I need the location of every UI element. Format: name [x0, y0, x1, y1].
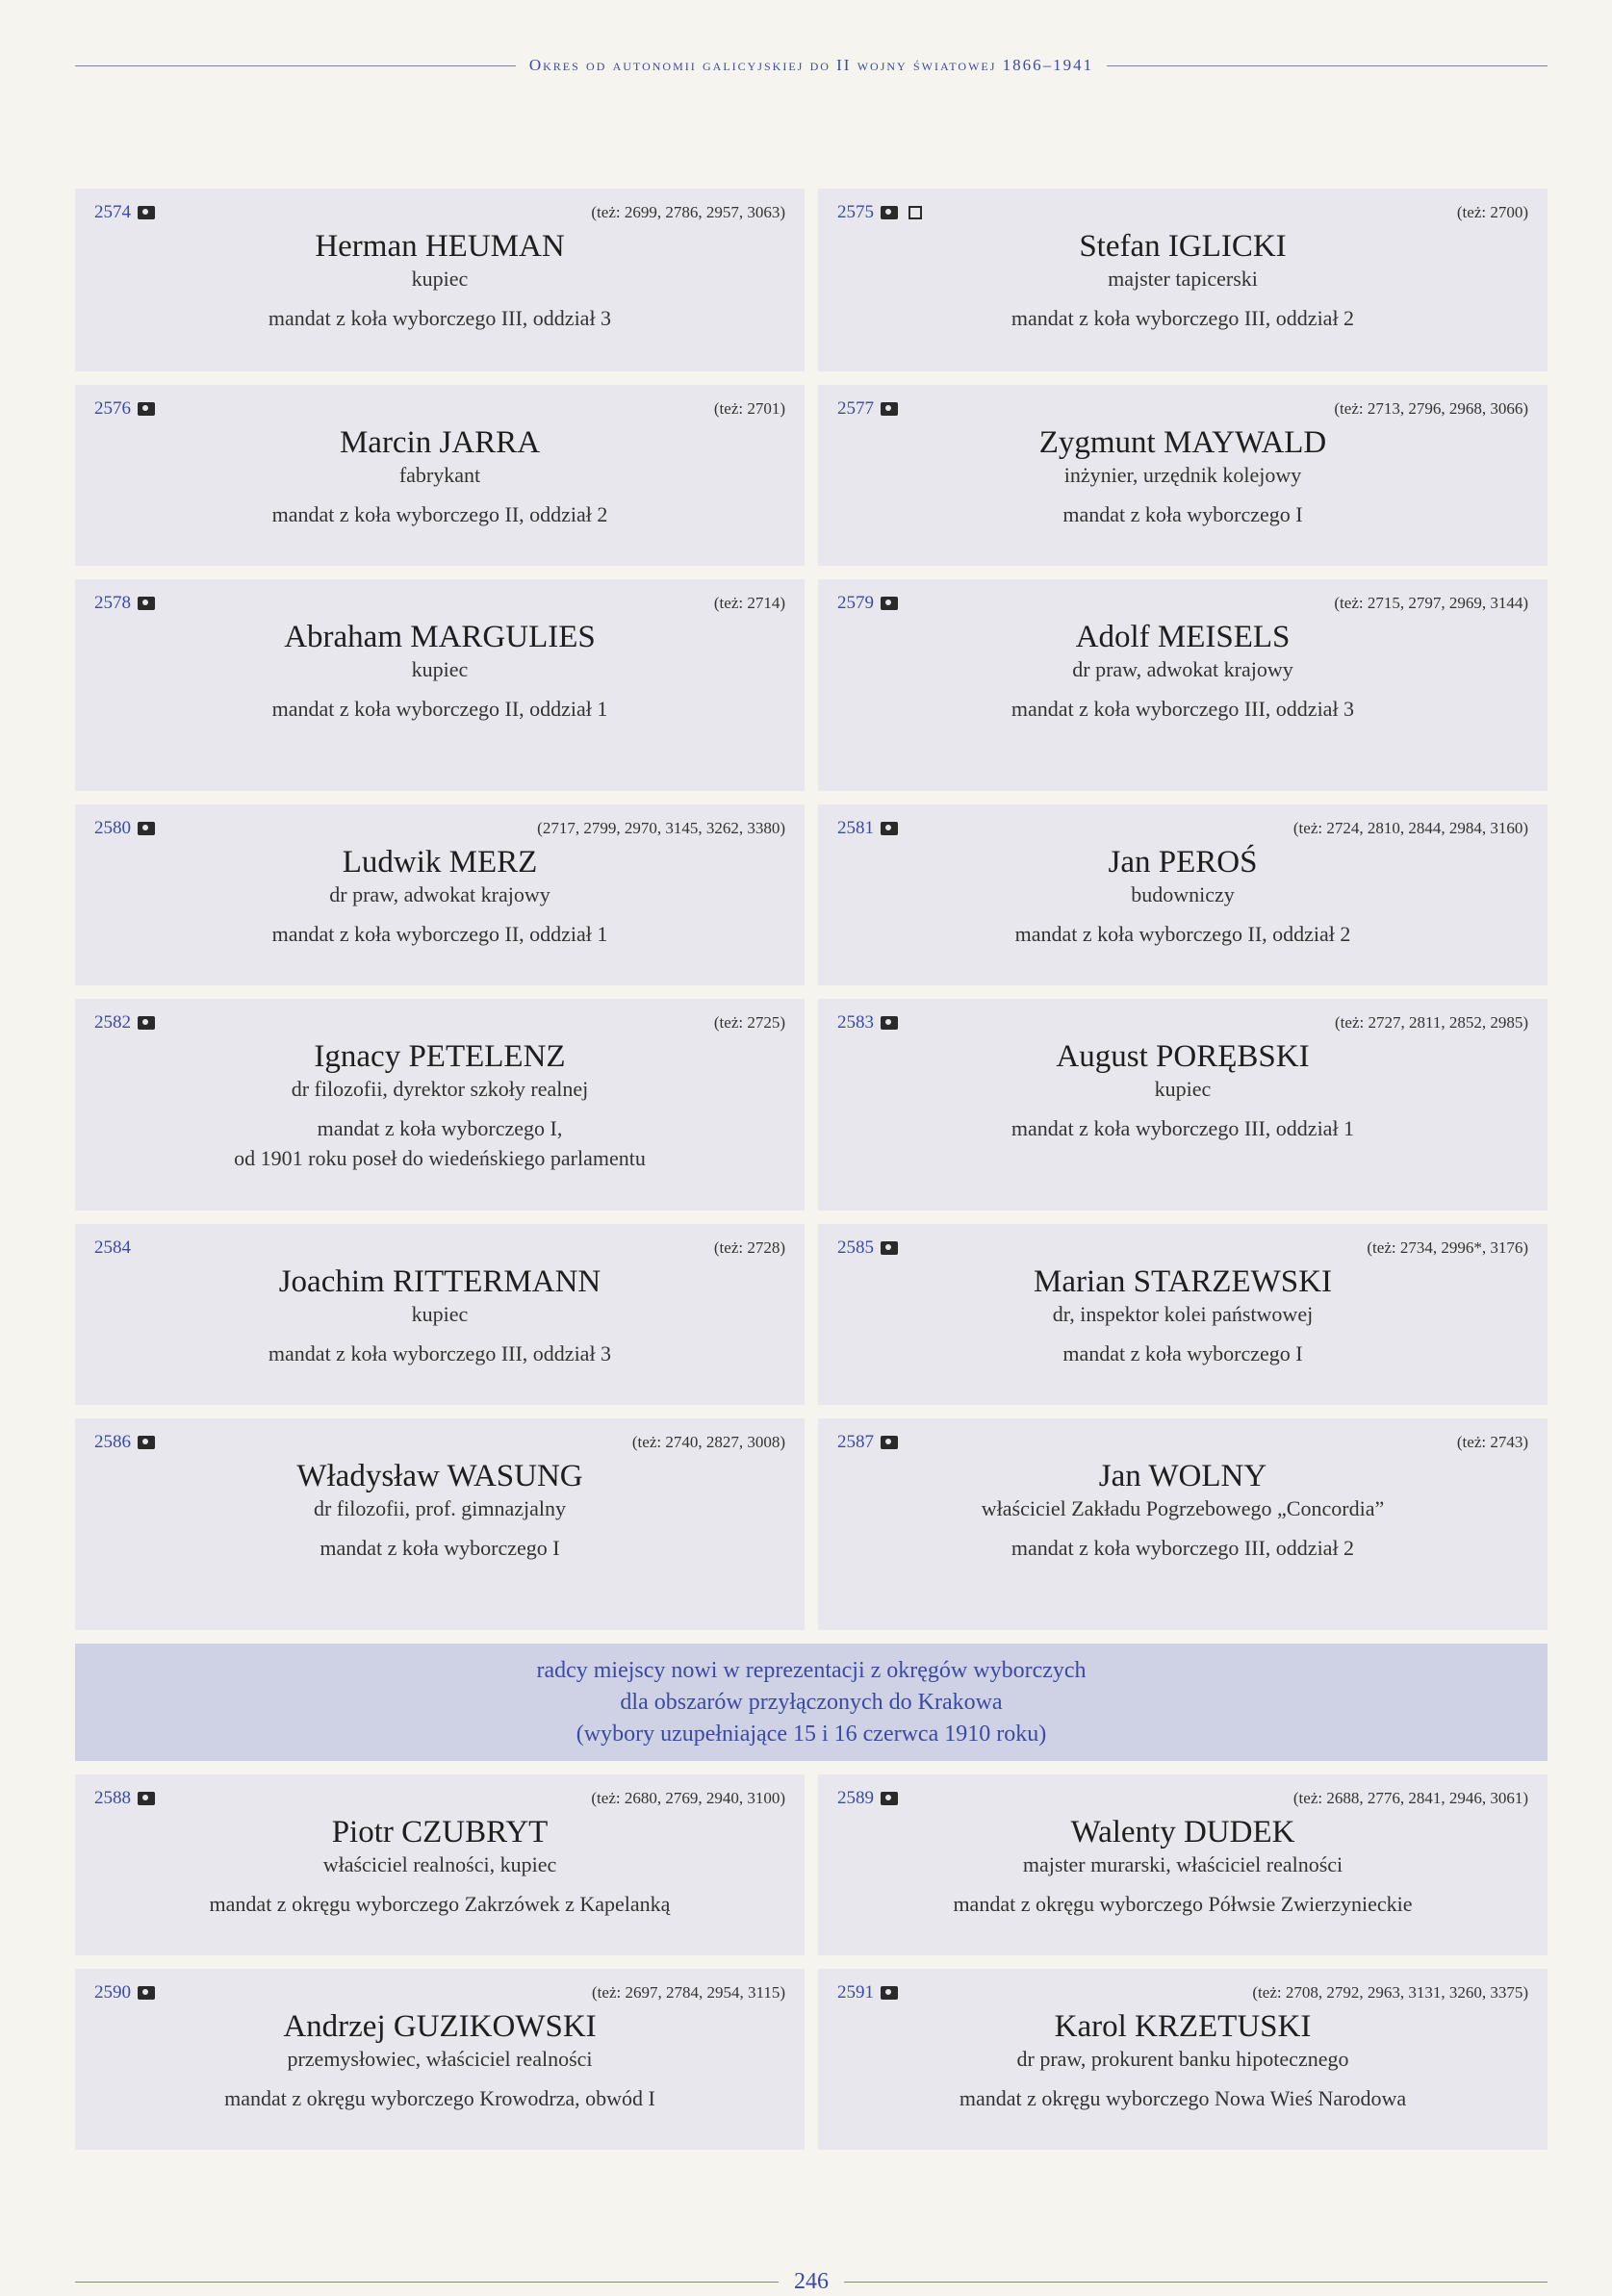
entry-card: [818, 1418, 1548, 1630]
entry-row: [75, 1969, 1548, 2150]
entry-card: [75, 804, 805, 985]
section-banner-line: radcy miejscy nowi w reprezentacji z okręgów wyborczych: [536, 1657, 1087, 1683]
entry-number: [837, 1012, 898, 1033]
page-number: 246: [794, 2268, 829, 2294]
entry-crossref: (też: 2714): [713, 594, 785, 612]
entry-crossref: (też: 2740, 2827, 3008): [631, 1433, 785, 1451]
entry-name: Joachim RITTERMANN: [278, 1264, 601, 1299]
entry-profession: kupiec: [411, 267, 469, 291]
entry-topline: [837, 1788, 1528, 1809]
entry-number-text: 2585: [837, 1237, 874, 1258]
entry-crossref: (też: 2699, 2786, 2957, 3063): [591, 203, 785, 221]
entry-number: [837, 593, 898, 614]
entry-number: [94, 818, 155, 839]
entry-row: [75, 385, 1548, 566]
entry-crossref: (też: 2697, 2784, 2954, 3115): [592, 1983, 785, 2002]
entry-mandate-line: mandat z koła wyborczego III, oddział 3: [1011, 697, 1355, 721]
entry-number-text: 2591: [837, 1982, 874, 2003]
entry-profession: majster murarski, właściciel realności: [1022, 1852, 1343, 1876]
entry-name: Adolf MEISELS: [1075, 620, 1291, 654]
entry-mandate-line: mandat z koła wyborczego III, oddział 1: [1011, 1116, 1355, 1140]
entry-profession: majster tapicerski: [1108, 267, 1258, 291]
entry-row: [75, 189, 1548, 371]
entry-profession: kupiec: [411, 1302, 469, 1326]
entry-number: [837, 202, 922, 223]
camera-icon: [881, 1016, 898, 1030]
entry-profession: dr filozofii, prof. gimnazjalny: [313, 1496, 567, 1520]
entry-mandate-line: mandat z koła wyborczego III, oddział 3: [268, 306, 612, 330]
entry-number-text: 2583: [837, 1012, 874, 1033]
entry-crossref: (też: 2713, 2796, 2968, 3066): [1334, 399, 1528, 418]
entry-number: [94, 593, 155, 614]
entry-mandate-line: mandat z koła wyborczego I,: [317, 1116, 563, 1140]
entry-mandate-line: mandat z koła wyborczego I: [320, 1536, 560, 1560]
entry-mandate: [94, 919, 785, 949]
camera-icon: [881, 1792, 898, 1805]
entry-topline: [94, 1982, 785, 2003]
entry-number-text: 2574: [94, 202, 131, 222]
entry-topline: [94, 818, 785, 839]
entry-crossref: (też: 2680, 2769, 2940, 3100): [591, 1789, 785, 1807]
entry-mandate: [837, 694, 1528, 724]
camera-icon: [881, 206, 898, 219]
entry-card: [818, 1224, 1548, 1405]
entry-topline: [94, 1237, 785, 1259]
entry-name: Ludwik MERZ: [342, 845, 538, 880]
entry-mandate: [94, 1339, 785, 1368]
entry-number-text: 2581: [837, 818, 874, 838]
entry-number-text: 2590: [94, 1982, 131, 2003]
camera-icon: [138, 206, 155, 219]
entry-card: [75, 385, 805, 566]
entry-number-text: 2576: [94, 398, 131, 419]
entry-profession: właściciel Zakładu Pogrzebowego „Concordia”: [981, 1496, 1385, 1520]
entry-card: [75, 579, 805, 791]
entry-topline: [94, 398, 785, 420]
camera-icon: [138, 1016, 155, 1030]
camera-icon: [138, 822, 155, 835]
entry-number: [94, 398, 155, 420]
entry-topline: [837, 1432, 1528, 1453]
entry-row: [75, 1418, 1548, 1630]
entry-number: [94, 1012, 155, 1033]
entry-number-text: 2587: [837, 1432, 874, 1452]
entry-crossref: (też: 2700): [1456, 203, 1528, 221]
entry-topline: [94, 1788, 785, 1809]
footer-rule-right: [844, 2282, 1548, 2283]
header-rule-right: [1107, 65, 1548, 66]
entry-mandate: [94, 499, 785, 529]
entry-crossref: (też: 2743): [1456, 1433, 1528, 1451]
entry-card: [818, 999, 1548, 1211]
entry-name: Marian STARZEWSKI: [1034, 1264, 1332, 1299]
entry-number-text: 2575: [837, 202, 874, 222]
camera-icon: [881, 1436, 898, 1449]
entry-topline: [837, 398, 1528, 420]
entry-name: Piotr CZUBRYT: [331, 1815, 549, 1850]
entry-card: [818, 579, 1548, 791]
entry-profession: dr praw, prokurent banku hipotecznego: [1016, 2047, 1349, 2071]
entry-number: [837, 1432, 898, 1453]
entry-number-text: 2579: [837, 593, 874, 613]
entry-mandate-line: mandat z okręgu wyborczego Zakrzówek z Kapelanką: [209, 1892, 671, 1916]
entry-card: [75, 1774, 805, 1955]
entry-mandate: [94, 1889, 785, 1919]
entry-crossref: (też: 2725): [713, 1013, 785, 1032]
entry-topline: [837, 1237, 1528, 1259]
camera-icon: [138, 402, 155, 416]
entry-mandate-line: mandat z koła wyborczego I: [1062, 1341, 1303, 1365]
entry-topline: [837, 593, 1528, 614]
entry-number: [94, 1432, 155, 1453]
entry-profession: inżynier, urzędnik kolejowy: [1063, 463, 1302, 487]
entry-topline: [94, 202, 785, 223]
entry-crossref: (też: 2728): [713, 1238, 785, 1257]
entry-mandate-line: mandat z koła wyborczego II, oddział 1: [271, 922, 608, 946]
camera-icon: [881, 1241, 898, 1255]
camera-icon: [138, 597, 155, 610]
running-header: [75, 54, 1548, 77]
page-footer: [75, 2267, 1548, 2296]
entry-row: [75, 1774, 1548, 1955]
entry-card: [818, 1774, 1548, 1955]
entry-number: [94, 1237, 131, 1259]
entry-row: [75, 804, 1548, 985]
entry-card: [818, 1969, 1548, 2150]
entry-profession: dr praw, adwokat krajowy: [329, 882, 550, 906]
running-header-title: Okres od autonomii galicyjskiej do II wojny światowej 1866–1941: [528, 56, 1094, 74]
entry-name: Walenty DUDEK: [1070, 1815, 1295, 1850]
entry-card: [75, 1969, 805, 2150]
section-banner-line: dla obszarów przyłączonych do Krakowa: [620, 1689, 1003, 1715]
header-rule-left: [75, 65, 516, 66]
entry-name: Abraham MARGULIES: [284, 620, 596, 654]
entry-number: [94, 1788, 155, 1809]
entry-number-text: 2586: [94, 1432, 131, 1452]
entry-name: Karol KRZETUSKI: [1054, 2009, 1312, 2044]
entry-row: [75, 579, 1548, 791]
entry-mandate: [94, 1113, 785, 1173]
entry-card: [75, 999, 805, 1211]
entry-profession: dr praw, adwokat krajowy: [1072, 657, 1293, 681]
entry-mandate: [94, 303, 785, 333]
entry-topline: [837, 1012, 1528, 1033]
entry-number: [837, 1982, 898, 2003]
camera-icon: [138, 1436, 155, 1449]
entry-mandate-line: mandat z koła wyborczego I: [1062, 502, 1303, 526]
entry-mandate: [94, 694, 785, 724]
entry-mandate-line: mandat z okręgu wyborczego Krowodrza, obwód I: [224, 2086, 655, 2110]
entry-number: [94, 202, 155, 223]
entry-crossref: (2717, 2799, 2970, 3145, 3262, 3380): [537, 819, 785, 837]
entry-name: August PORĘBSKI: [1056, 1039, 1310, 1074]
entry-mandate-line: mandat z koła wyborczego II, oddział 2: [1014, 922, 1351, 946]
entry-card: [818, 189, 1548, 371]
entry-name: Ignacy PETELENZ: [314, 1039, 566, 1074]
entry-mandate-line: mandat z koła wyborczego III, oddział 2: [1011, 1536, 1355, 1560]
entry-crossref: (też: 2727, 2811, 2852, 2985): [1335, 1013, 1528, 1032]
entry-topline: [837, 818, 1528, 839]
entry-mandate: [94, 2083, 785, 2113]
entry-crossref: (też: 2708, 2792, 2963, 3131, 3260, 3375): [1252, 1983, 1528, 2002]
entry-mandate: [837, 1113, 1528, 1143]
camera-icon: [138, 1792, 155, 1805]
entry-mandate-line: mandat z koła wyborczego II, oddział 1: [271, 697, 608, 721]
entry-card: [75, 1418, 805, 1630]
entry-topline: [94, 593, 785, 614]
entry-number: [837, 1237, 898, 1259]
camera-icon: [881, 822, 898, 835]
councillor-grid: [75, 189, 1548, 2163]
entry-card: [818, 804, 1548, 985]
entry-mandate-line: od 1901 roku poseł do wiedeńskiego parlamentu: [234, 1146, 646, 1170]
entry-mandate-line: mandat z koła wyborczego III, oddział 3: [268, 1341, 612, 1365]
entry-mandate: [837, 303, 1528, 333]
entry-crossref: (też: 2734, 2996*, 3176): [1367, 1238, 1528, 1257]
entry-row: [75, 1224, 1548, 1405]
entry-name: Herman HEUMAN: [315, 229, 565, 264]
entry-profession: kupiec: [411, 657, 469, 681]
entry-card: [818, 385, 1548, 566]
entry-mandate: [837, 2083, 1528, 2113]
entry-crossref: (też: 2724, 2810, 2844, 2984, 3160): [1292, 819, 1528, 837]
camera-icon: [138, 1986, 155, 2000]
entry-profession: właściciel realności, kupiec: [322, 1852, 557, 1876]
entry-name: Andrzej GUZIKOWSKI: [283, 2009, 597, 2044]
entry-mandate: [837, 1533, 1528, 1563]
entry-name: Marcin JARRA: [339, 425, 541, 460]
entry-number-text: 2584: [94, 1237, 131, 1258]
entry-topline: [837, 202, 1528, 223]
camera-icon: [881, 597, 898, 610]
entry-number-text: 2589: [837, 1788, 874, 1808]
entry-mandate: [837, 1889, 1528, 1919]
entry-profession: przemysłowiec, właściciel realności: [287, 2047, 593, 2071]
entry-mandate-line: mandat z koła wyborczego III, oddział 2: [1011, 306, 1355, 330]
entry-row: [75, 999, 1548, 1211]
entry-name: Zygmunt MAYWALD: [1038, 425, 1327, 460]
entry-mandate: [837, 499, 1528, 529]
entry-mandate: [94, 1533, 785, 1563]
entry-name: Jan WOLNY: [1098, 1459, 1267, 1493]
entry-profession: dr, inspektor kolei państwowej: [1052, 1302, 1314, 1326]
entry-topline: [94, 1012, 785, 1033]
entry-name: Jan PEROŚ: [1108, 845, 1258, 880]
entry-card: [75, 1224, 805, 1405]
entry-number-text: 2580: [94, 818, 131, 838]
entry-topline: [94, 1432, 785, 1453]
entry-profession: dr filozofii, dyrektor szkoły realnej: [291, 1077, 589, 1101]
entry-mandate: [837, 1339, 1528, 1368]
entry-profession: fabrykant: [398, 463, 481, 487]
camera-icon: [881, 1986, 898, 2000]
entry-crossref: (też: 2701): [713, 399, 785, 418]
entry-name: Stefan IGLICKI: [1079, 229, 1287, 264]
entry-number: [94, 1982, 155, 2003]
entry-number-text: 2578: [94, 593, 131, 613]
entry-number-text: 2588: [94, 1788, 131, 1808]
entry-crossref: (też: 2715, 2797, 2969, 3144): [1334, 594, 1528, 612]
section-banner-line: (wybory uzupełniające 15 i 16 czerwca 1910 roku): [576, 1721, 1047, 1747]
entry-mandate-line: mandat z okręgu wyborczego Nowa Wieś Narodowa: [959, 2086, 1407, 2110]
entry-mandate: [837, 919, 1528, 949]
entry-topline: [837, 1982, 1528, 2003]
entry-number: [837, 1788, 898, 1809]
entry-profession: budowniczy: [1131, 882, 1235, 906]
entry-number-text: 2582: [94, 1012, 131, 1033]
entry-number: [837, 818, 898, 839]
entry-profession: kupiec: [1154, 1077, 1212, 1101]
empty-box-icon: [908, 206, 922, 219]
section-banner: [75, 1644, 1548, 1761]
entry-mandate-line: mandat z koła wyborczego II, oddział 2: [271, 502, 608, 526]
entry-number: [837, 398, 898, 420]
footer-rule-left: [75, 2282, 779, 2283]
camera-icon: [881, 402, 898, 416]
entry-card: [75, 189, 805, 371]
entry-mandate-line: mandat z okręgu wyborczego Półwsie Zwierzynieckie: [953, 1892, 1413, 1916]
entry-name: Władysław WASUNG: [296, 1459, 583, 1493]
entry-crossref: (też: 2688, 2776, 2841, 2946, 3061): [1292, 1789, 1528, 1807]
entry-number-text: 2577: [837, 398, 874, 419]
